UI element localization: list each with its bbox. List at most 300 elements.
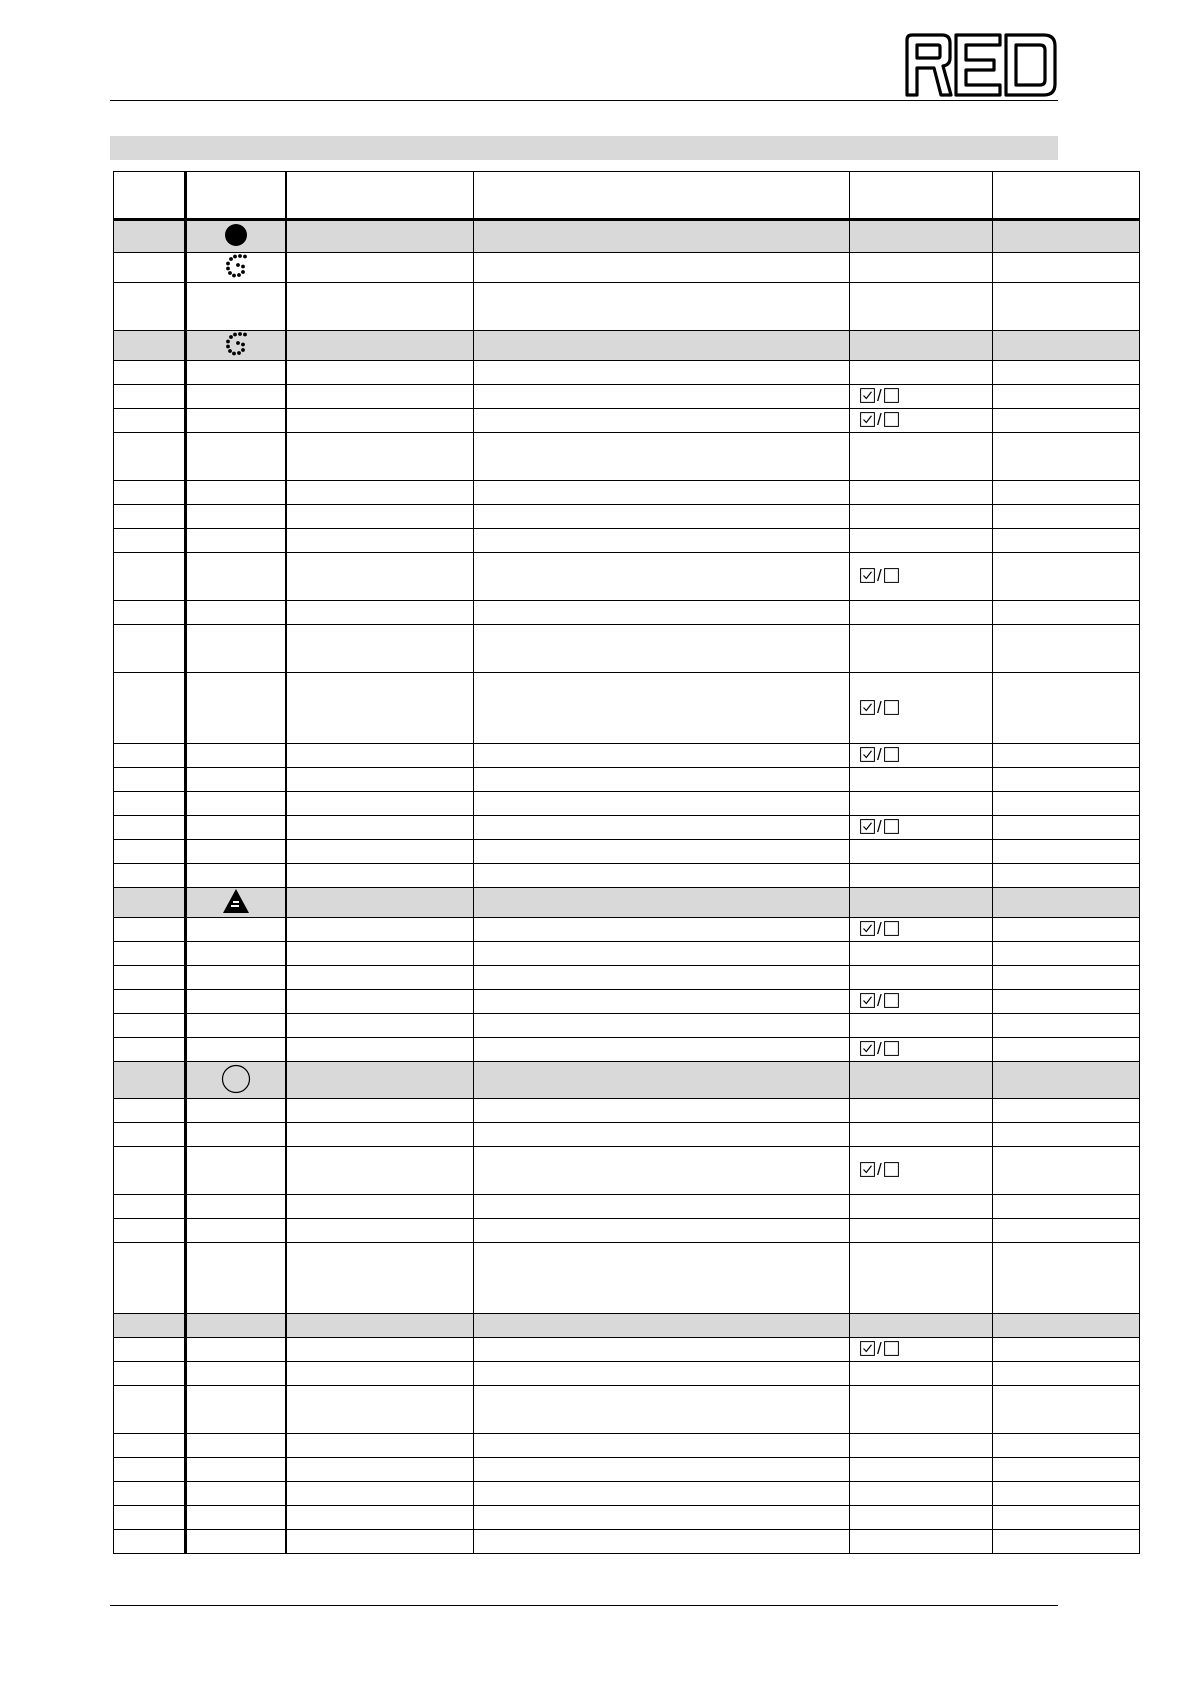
table-cell [993,1219,1140,1243]
table-cell [186,1099,286,1123]
table-cell [114,1038,186,1062]
table-cell [474,888,850,918]
table-cell [993,1062,1140,1099]
table-cell [286,1482,474,1506]
table-cell [850,1434,993,1458]
table-cell [850,816,993,840]
table-cell [993,253,1140,283]
table-cell [474,625,850,673]
table-cell [186,331,286,361]
table-cell [993,1386,1140,1434]
table-cell [850,625,993,673]
empty-box-icon[interactable] [884,1041,899,1056]
table-cell [114,331,186,361]
table-cell [474,331,850,361]
table-cell [993,1147,1140,1195]
table-cell [286,1195,474,1219]
table-cell [993,1530,1140,1554]
table-cell [286,990,474,1014]
table-cell [114,1243,186,1314]
empty-box-icon[interactable] [884,819,899,834]
table-cell [286,253,474,283]
table-cell [850,1038,993,1062]
section-row [114,1062,1140,1099]
table-cell [474,601,850,625]
checked-box-icon[interactable] [860,1162,875,1177]
table-cell [474,1147,850,1195]
table-cell [993,942,1140,966]
table-cell [114,816,186,840]
table-cell [850,220,993,253]
table-cell [186,966,286,990]
table-cell [474,768,850,792]
table-cell [186,673,286,744]
section-row [114,331,1140,361]
table-cell [114,220,186,253]
table-cell [286,505,474,529]
table-cell [114,481,186,505]
table-cell [850,253,993,283]
table-cell [993,1243,1140,1314]
table-cell [993,1362,1140,1386]
table-cell [850,942,993,966]
red-logo [904,32,1058,98]
checkbox-pair[interactable] [860,411,899,428]
table-cell [993,409,1140,433]
table-cell [993,673,1140,744]
table-cell [186,1482,286,1506]
table-cell [993,744,1140,768]
table-row [114,505,1140,529]
table-cell [286,361,474,385]
table-row [114,768,1140,792]
table-cell [186,601,286,625]
table-cell [474,553,850,601]
table-cell [850,529,993,553]
table-cell [114,1062,186,1099]
table-cell [474,792,850,816]
checkbox-pair[interactable] [860,818,899,835]
table-row [114,601,1140,625]
table-cell [474,1014,850,1038]
table-cell [850,283,993,331]
table-cell [850,361,993,385]
table-cell [286,888,474,918]
filled-circle-icon [224,223,248,250]
table-cell [474,1123,850,1147]
table-cell [993,1195,1140,1219]
table-cell [850,433,993,481]
table-row [114,864,1140,888]
table-cell [993,1099,1140,1123]
table-cell [114,433,186,481]
table-cell [474,253,850,283]
checkbox-separator: / [877,919,882,938]
table-cell [114,601,186,625]
table-cell [474,220,850,253]
table-cell [186,840,286,864]
table-cell [993,1314,1140,1338]
table-cell [114,1338,186,1362]
table-row [114,1482,1140,1506]
table-cell [993,220,1140,253]
table-cell [186,1219,286,1243]
checkbox-pair[interactable] [860,1040,899,1057]
header-rule [110,100,1058,101]
table-cell [186,253,286,283]
table-cell [286,1123,474,1147]
table-cell [474,1195,850,1219]
table-cell [850,1014,993,1038]
table-cell [474,990,850,1014]
table-cell [993,966,1140,990]
table-cell [186,942,286,966]
table-cell [186,864,286,888]
table-cell [993,553,1140,601]
table-cell [474,1338,850,1362]
table-cell [993,1038,1140,1062]
table-cell [993,1123,1140,1147]
table-row [114,1243,1140,1314]
table-row [114,816,1140,840]
table-cell [286,1314,474,1338]
table-cell [474,816,850,840]
table-row [114,1530,1140,1554]
table-cell [993,864,1140,888]
table-row [114,1038,1140,1062]
table-cell [186,553,286,601]
dashed-rotation-icon [222,331,250,360]
checkbox-separator: / [877,566,882,585]
table-cell [850,990,993,1014]
table-cell [993,505,1140,529]
checked-box-icon[interactable] [860,747,875,762]
table-cell [474,966,850,990]
table-cell [474,1386,850,1434]
table-row [114,1147,1140,1195]
table-cell [474,283,850,331]
table-cell [850,409,993,433]
table-cell [114,1195,186,1219]
table-cell [186,433,286,481]
checked-box-icon[interactable] [860,921,875,936]
table-cell [186,529,286,553]
checkbox-pair[interactable] [860,1340,899,1357]
table-cell [286,1062,474,1099]
table-cell [114,1434,186,1458]
table-cell [993,840,1140,864]
table-cell [186,385,286,409]
table-cell [286,918,474,942]
table-row [114,1386,1140,1434]
table-cell [186,1530,286,1554]
table-cell [850,1123,993,1147]
checkbox-pair[interactable] [860,746,899,763]
table-cell [993,1458,1140,1482]
table-row [114,1434,1140,1458]
checkbox-pair[interactable] [860,567,899,584]
table-cell [186,1243,286,1314]
empty-box-icon[interactable] [884,700,899,715]
table-cell [286,1458,474,1482]
table-cell [474,1530,850,1554]
table-row [114,283,1140,331]
table-cell [850,918,993,942]
table-cell [286,1434,474,1458]
table-cell [474,918,850,942]
table-cell [114,966,186,990]
table-cell [186,768,286,792]
table-cell [186,990,286,1014]
table-cell [993,361,1140,385]
table-row [114,529,1140,553]
column-header [474,172,850,220]
table-cell [286,529,474,553]
table-cell [850,1243,993,1314]
checkbox-pair[interactable] [860,992,899,1009]
checkbox-pair[interactable] [860,699,899,716]
table-cell [286,331,474,361]
table-cell [850,768,993,792]
table-cell [186,283,286,331]
table-cell [993,529,1140,553]
checkbox-separator: / [877,991,882,1010]
table-cell [474,1219,850,1243]
table-cell [474,505,850,529]
table-cell [286,816,474,840]
table-cell [286,409,474,433]
empty-box-icon[interactable] [884,388,899,403]
table-cell [850,792,993,816]
section-row [114,1314,1140,1338]
checkbox-separator: / [877,745,882,764]
checkbox-separator: / [877,817,882,836]
table-cell [286,792,474,816]
table-cell [114,253,186,283]
table-cell [186,220,286,253]
table-cell [114,385,186,409]
checked-box-icon[interactable] [860,1341,875,1356]
empty-box-icon[interactable] [884,412,899,427]
table-cell [114,1386,186,1434]
table-cell [286,283,474,331]
table-cell [993,385,1140,409]
table-cell [850,888,993,918]
table-row [114,553,1140,601]
table-cell [286,768,474,792]
table-cell [474,1506,850,1530]
table-cell [186,744,286,768]
table-cell [114,409,186,433]
table-row [114,966,1140,990]
table-cell [474,361,850,385]
table-cell [114,1147,186,1195]
table-cell [186,792,286,816]
section-title-bar [110,136,1058,160]
checklist-table [113,171,1140,1554]
table-cell [286,1038,474,1062]
table-cell [850,966,993,990]
table-cell [286,1530,474,1554]
empty-box-icon[interactable] [884,1162,899,1177]
table-cell [850,1482,993,1506]
table-cell [993,888,1140,918]
table-cell [993,816,1140,840]
dashed-rotation-icon [222,253,250,282]
table-cell [286,220,474,253]
table-row [114,1195,1140,1219]
table-cell [114,529,186,553]
empty-box-icon[interactable] [884,568,899,583]
table-cell [114,888,186,918]
table-cell [474,409,850,433]
table-cell [286,1362,474,1386]
table-cell [114,625,186,673]
table-cell [186,625,286,673]
table-cell [114,744,186,768]
table-cell [286,1219,474,1243]
table-cell [474,673,850,744]
table-cell [186,888,286,918]
checked-box-icon[interactable] [860,568,875,583]
table-cell [850,1219,993,1243]
table-row [114,385,1140,409]
table-cell [850,1062,993,1099]
table-cell [993,481,1140,505]
table-cell [993,283,1140,331]
table-cell [186,1123,286,1147]
table-cell [114,1314,186,1338]
checked-box-icon[interactable] [860,412,875,427]
table-cell [850,673,993,744]
table-cell [286,481,474,505]
table-cell [186,1038,286,1062]
checkbox-separator: / [877,410,882,429]
table-cell [993,433,1140,481]
table-cell [993,625,1140,673]
table-cell [286,601,474,625]
table-row [114,1014,1140,1038]
table-cell [850,1195,993,1219]
table-cell [850,744,993,768]
table-row [114,1506,1140,1530]
table-cell [186,1386,286,1434]
table-cell [474,864,850,888]
table-cell [850,1458,993,1482]
checkbox-separator: / [877,1160,882,1179]
table-cell [186,1338,286,1362]
table-cell [286,1243,474,1314]
table-cell [286,1014,474,1038]
table-cell [850,553,993,601]
table-cell [186,409,286,433]
table-cell [474,1038,850,1062]
table-cell [186,1147,286,1195]
table-row [114,1458,1140,1482]
table-cell [474,1099,850,1123]
table-cell [993,601,1140,625]
table-cell [286,864,474,888]
section-row [114,220,1140,253]
table-cell [186,1314,286,1338]
table-cell [114,1362,186,1386]
empty-box-icon[interactable] [884,993,899,1008]
table-cell [114,942,186,966]
column-header [114,172,186,220]
column-header [993,172,1140,220]
table-cell [114,1530,186,1554]
footer-rule [110,1605,1058,1606]
table-cell [114,840,186,864]
empty-box-icon[interactable] [884,921,899,936]
empty-box-icon[interactable] [884,1341,899,1356]
table-cell [850,1386,993,1434]
table-cell [850,1147,993,1195]
table-row [114,1099,1140,1123]
empty-box-icon[interactable] [884,747,899,762]
table-cell [850,601,993,625]
table-cell [993,1338,1140,1362]
table-row [114,409,1140,433]
table-cell [993,1506,1140,1530]
warning-triangle-icon [222,888,250,917]
table-cell [850,1506,993,1530]
checkbox-pair[interactable] [860,920,899,937]
table-cell [114,990,186,1014]
table-cell [114,918,186,942]
table-row [114,673,1140,744]
table-cell [850,1338,993,1362]
table-cell [186,1362,286,1386]
table-row [114,1338,1140,1362]
checked-box-icon[interactable] [860,1041,875,1056]
table-cell [286,966,474,990]
table-cell [850,1314,993,1338]
table-cell [993,1434,1140,1458]
checked-box-icon[interactable] [860,388,875,403]
table-cell [474,1362,850,1386]
table-cell [993,792,1140,816]
table-cell [286,840,474,864]
checked-box-icon[interactable] [860,819,875,834]
table-cell [850,385,993,409]
table-cell [286,1386,474,1434]
table-cell [186,361,286,385]
table-cell [474,529,850,553]
table-cell [286,942,474,966]
table-cell [474,1062,850,1099]
table-cell [114,1219,186,1243]
table-cell [186,1458,286,1482]
table-cell [474,942,850,966]
table-cell [474,744,850,768]
table-row [114,481,1140,505]
table-cell [993,331,1140,361]
checked-box-icon[interactable] [860,700,875,715]
column-header [186,172,286,220]
checkbox-pair[interactable] [860,1161,899,1178]
table-cell [286,744,474,768]
table-cell [114,1458,186,1482]
table-cell [993,1014,1140,1038]
table-cell [474,1434,850,1458]
table-cell [114,1123,186,1147]
checked-box-icon[interactable] [860,993,875,1008]
table-cell [474,1243,850,1314]
checkbox-pair[interactable] [860,387,899,404]
table-cell [850,1530,993,1554]
table-cell [186,1195,286,1219]
